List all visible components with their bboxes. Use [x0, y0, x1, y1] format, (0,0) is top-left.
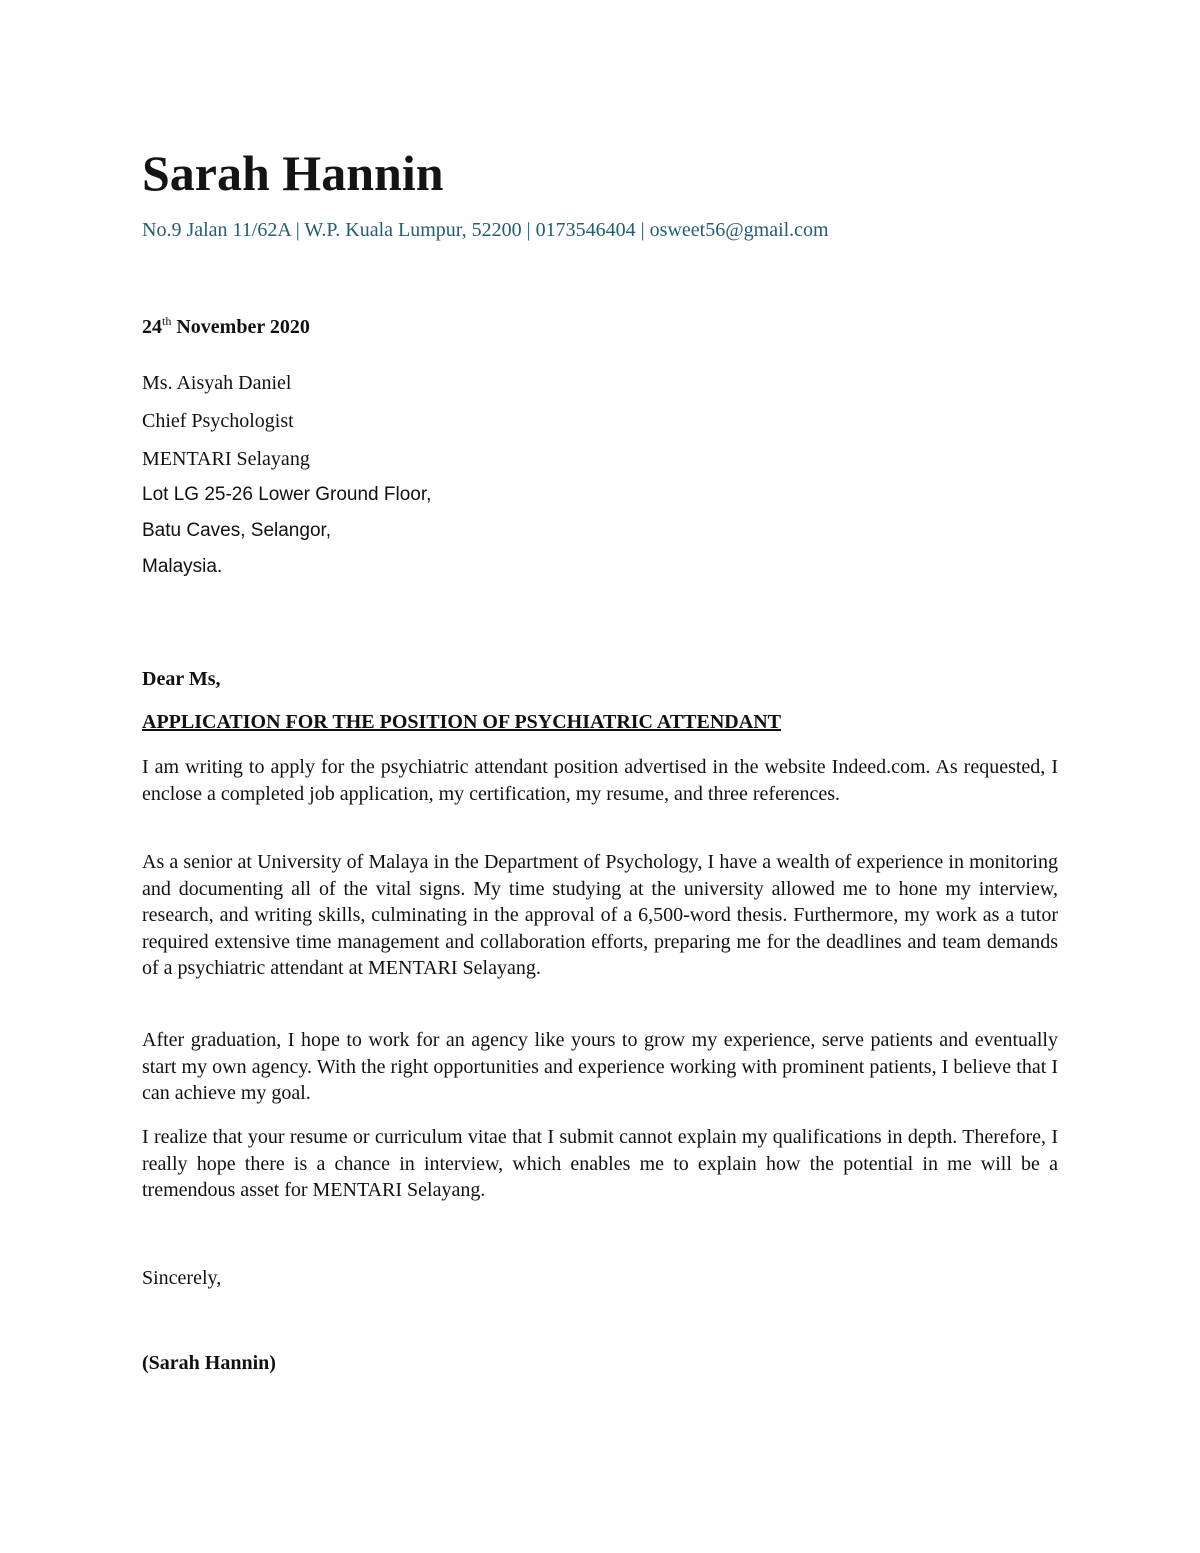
date-month-year: November 2020 [171, 316, 310, 338]
date-suffix: th [162, 314, 172, 328]
signature-name: (Sarah Hannin) [142, 1352, 276, 1374]
date-day: 24 [142, 316, 162, 338]
sender-name: Sarah Hannin [142, 145, 444, 201]
sender-contact-line: No.9 Jalan 11/62A | W.P. Kuala Lumpur, 52200 | 0173546404 | osweet56@gmail.com [142, 219, 829, 241]
recipient-organization: MENTARI Selayang [142, 448, 310, 470]
recipient-title: Chief Psychologist [142, 410, 294, 432]
recipient-address-line2: Batu Caves, Selangor, [142, 520, 332, 541]
salutation: Dear Ms, [142, 668, 221, 690]
letter-date [142, 314, 310, 340]
body-paragraph-1: I am writing to apply for the psychiatric attendant position advertised in the website Indeed.com. As requested, I enclose a completed job application, my certification, my resume, and three references. [142, 756, 1058, 805]
closing: Sincerely, [142, 1267, 222, 1289]
body-paragraph-4: I realize that your resume or curriculum vitae that I submit cannot explain my qualifications in depth. Therefore, I really hope there is a chance in interview, which enables me to explain how the potential in me will be a tremendous asset for MENTARI Selayang. [142, 1126, 1058, 1201]
recipient-address-line1: Lot LG 25-26 Lower Ground Floor, [142, 484, 432, 505]
recipient-name: Ms. Aisyah Daniel [142, 372, 292, 394]
subject-line: APPLICATION FOR THE POSITION OF PSYCHIATRIC ATTENDANT [142, 711, 781, 733]
recipient-country: Malaysia. [142, 556, 223, 577]
body-paragraph-3: After graduation, I hope to work for an agency like yours to grow my experience, serve patients and eventually start my own agency. With the right opportunities and experience working with prominent patients, I believe that I can achieve my goal. [142, 1029, 1058, 1104]
body-paragraph-2: As a senior at University of Malaya in the Department of Psychology, I have a wealth of experience in monitoring and documenting all of the vital signs. My time studying at the university allowed me to hone my interview, research, and writing skills, culminating in the approval of a 6,500-word thesis. Furthermore, my work as a tutor required extensive time management and collaboration efforts, preparing me for the deadlines and team demands of a psychiatric attendant at MENTARI Selayang. [142, 851, 1058, 979]
